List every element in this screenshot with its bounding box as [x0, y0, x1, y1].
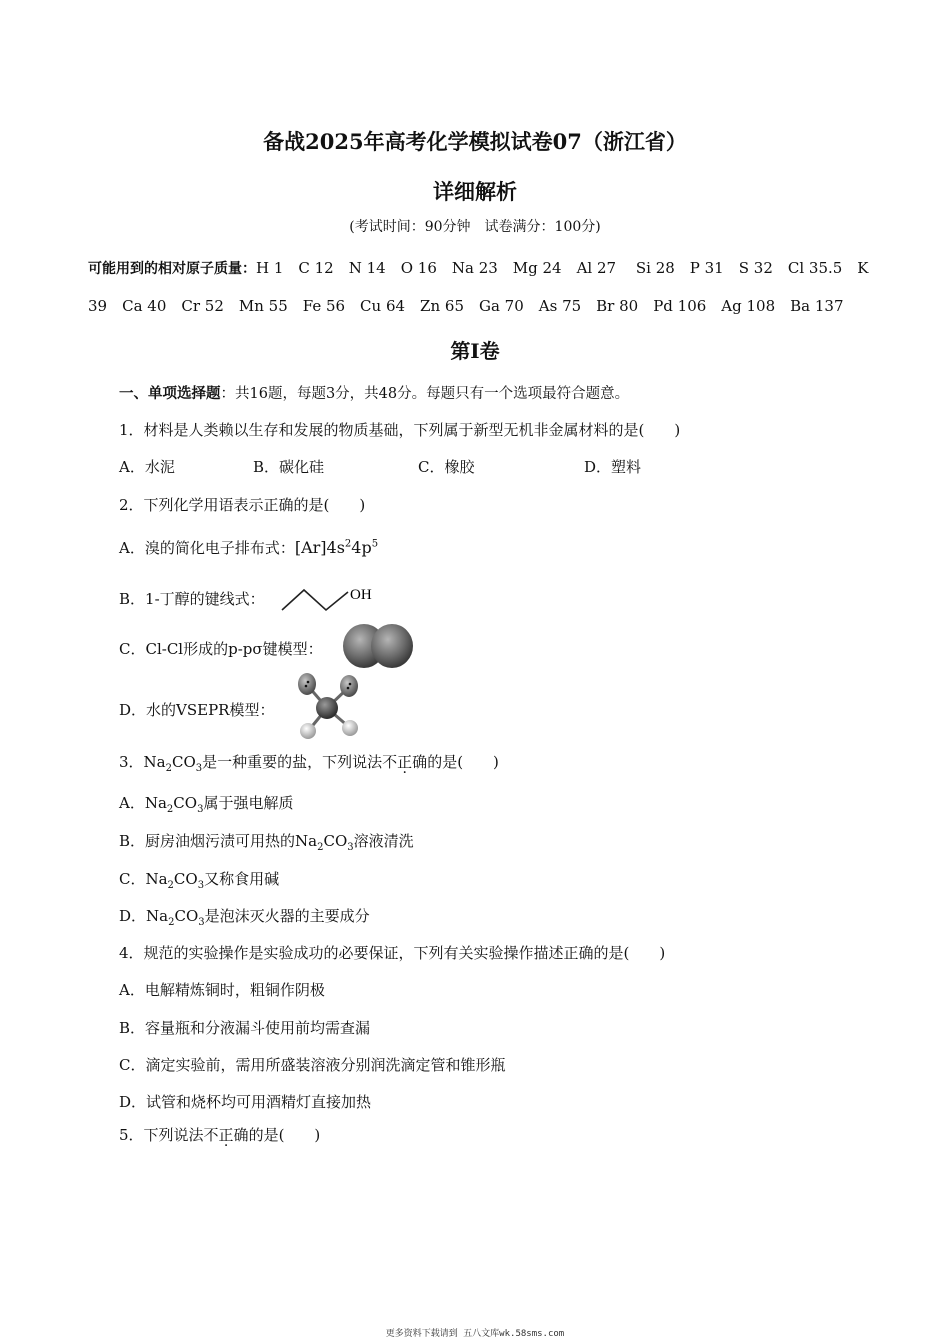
q4-option-c: C．滴定实验前，需用所盛装溶液分别润洗滴定管和锥形瓶: [119, 1056, 506, 1074]
q3-option-a: A．$Na_2CO_3$属于强电解质: [119, 794, 294, 815]
q5-stem-part: 5．下列说法: [119, 1126, 204, 1144]
q3-stem: [119, 751, 499, 774]
q3-option-d-text: 是泡沫灭火器的主要成分: [204, 907, 370, 925]
butanol-skeletal-formula: [280, 582, 380, 614]
q3-option-b: B．厨房油烟污渍可用热的$Na_2CO_3$溶液清洗: [119, 832, 414, 853]
q3-option-a-text: 属于强电解质: [203, 794, 294, 812]
volume-heading: 第Ⅰ卷: [450, 339, 500, 363]
q3-option-d: D．$Na_2CO_3$是泡沫灭火器的主要成分: [119, 907, 370, 928]
q1-option-b: B．碳化硅: [253, 458, 325, 476]
exam-subtitle: 详细解析: [433, 180, 517, 204]
config-4s-exp: 2: [344, 538, 352, 550]
q1-stem: 1．材料是人类赖以生存和发展的物质基础，下列属于新型无机非金属材料的是( ): [119, 421, 681, 439]
atomic-masses-line1: [88, 257, 869, 278]
orbital-lobe-right: [371, 624, 413, 668]
exam-title: 备战2025年高考化学模拟试卷07（浙江省）: [263, 129, 687, 154]
q3-stem-part: 3．Na: [119, 753, 166, 771]
hydrogen-atom-left: [300, 723, 316, 739]
q5-emphasis: 不正确: [203, 1126, 249, 1144]
page-footer: 更多资料下载请到 五八文库wk.58sms.com: [385, 1329, 565, 1339]
lone-pair-dot: [349, 683, 352, 686]
section-label: 一、单项选择题: [119, 386, 221, 402]
q5-stem-part: 的是( ): [248, 1126, 321, 1144]
q2-option-a: [119, 537, 378, 558]
atomic-masses-values1: H 1 C 12 N 14 O 16 Na 23 Mg 24 Al 27 Si 28 P 31 S 32 Cl 35.5 K: [256, 259, 869, 277]
section-heading: [119, 382, 629, 403]
q4-option-b: B．容量瓶和分液漏斗使用前均需查漏: [119, 1019, 371, 1037]
hydrogen-atom-right: [342, 720, 358, 736]
q1-option-d: D．塑料: [584, 458, 642, 476]
water-vsepr-model: [294, 672, 364, 742]
q2-option-c: C．Cl-Cl形成的p-pσ键模型：: [119, 640, 323, 658]
lone-pair-dot: [305, 685, 308, 688]
q3-stem-sub: 2: [165, 763, 172, 774]
q3-stem-part: 是一种重要的盐，下列说法: [202, 753, 383, 771]
atomic-masses-label: 可能用到的相对原子质量：: [88, 261, 256, 277]
electron-config: [295, 538, 378, 557]
q3-stem-part: CO: [172, 753, 196, 771]
q3-stem-sub: 3: [195, 763, 203, 774]
q2-option-d: D．水的VSEPR模型：: [119, 701, 275, 719]
config-4s: 4s: [326, 538, 345, 557]
q2-stem: 2．下列化学用语表示正确的是( ): [119, 496, 366, 514]
butanol-chain: [282, 590, 348, 610]
lone-pair-dot: [307, 681, 310, 684]
config-4p: 4p: [351, 538, 372, 557]
q3-option-b-post: 溶液清洗: [353, 832, 414, 850]
q4-stem: 4．规范的实验操作是实验成功的必要保证，下列有关实验操作描述正确的是( ): [119, 944, 666, 962]
q3-option-b-pre: B．厨房油烟污渍可用热的: [119, 832, 296, 850]
q1-option-a: A．水泥: [119, 458, 175, 476]
atomic-masses-line2: 39 Ca 40 Cr 52 Mn 55 Fe 56 Cu 64 Zn 65 Ga 70 As 75 Br 80 Pd 106 Ag 108 Ba 137: [88, 297, 844, 315]
q4-option-a: A．电解精炼铜时，粗铜作阴极: [119, 981, 325, 999]
q4-option-d: D．试管和烧杯均可用酒精灯直接加热: [119, 1093, 372, 1111]
q5-stem: [119, 1124, 320, 1145]
butanol-oh-label: OH: [350, 587, 372, 603]
q2-option-b: B．1-丁醇的键线式：: [119, 590, 265, 608]
lone-pair-dot: [347, 687, 350, 690]
q3-option-c: C．$Na_2CO_3$又称食用碱: [119, 870, 280, 891]
lone-pair-left: [298, 673, 316, 695]
q1-option-c: C．橡胶: [418, 458, 475, 476]
exam-meta: (考试时间：90分钟 试卷满分：100分): [349, 219, 601, 235]
q2-option-a-label: A．溴的简化电子排布式：: [119, 539, 295, 557]
q3-emphasis: 不正确: [382, 753, 428, 771]
q3-option-c-text: 又称食用碱: [204, 870, 280, 888]
config-core: [Ar]: [294, 538, 327, 557]
oxygen-atom: [316, 697, 338, 719]
p-p-sigma-bond-model: [340, 622, 416, 670]
lone-pair-right: [340, 675, 358, 697]
config-4p-exp: 5: [371, 538, 379, 550]
q3-stem-part: 的是( ): [427, 753, 499, 771]
section-text: ：共16题，每题3分，共48分。每题只有一个选项最符合题意。: [220, 386, 630, 402]
